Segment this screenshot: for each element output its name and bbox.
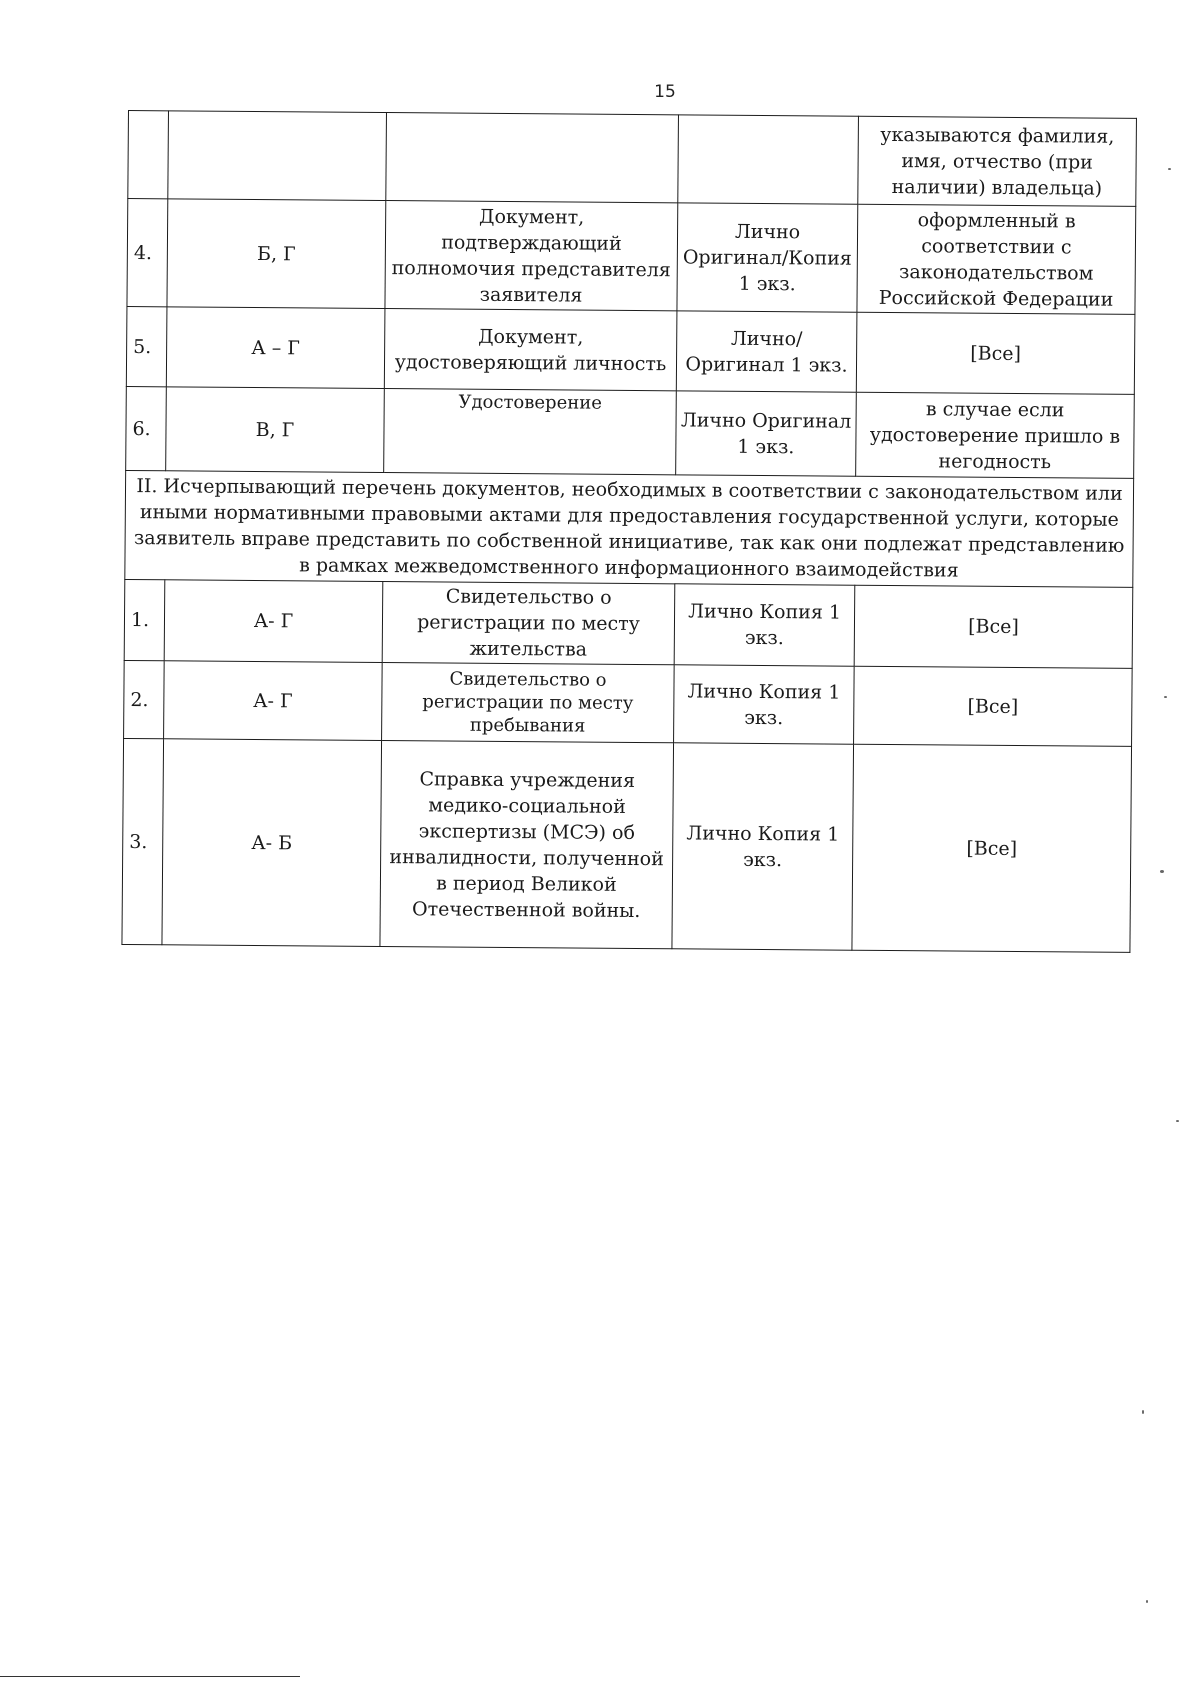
row-category bbox=[168, 111, 387, 201]
row-document: Документ, подтверждающий полномочия представителя заявителя bbox=[385, 201, 678, 311]
table-row bbox=[122, 738, 1132, 952]
documents-table bbox=[121, 110, 1137, 953]
table-row bbox=[127, 199, 1136, 315]
row-document: Справка учреждения медико-социальной экспертизы (МСЭ) об инвалидности, полученной в период Великой Отечественной войны. bbox=[380, 741, 674, 949]
row-number: 2. bbox=[124, 660, 165, 738]
row-document: Документ, удостоверяющий личность bbox=[384, 309, 677, 391]
row-number bbox=[128, 111, 169, 199]
row-method: Лично Копия 1 экз. bbox=[674, 584, 855, 666]
scan-speck bbox=[1142, 1410, 1144, 1414]
row-document bbox=[386, 113, 679, 203]
row-method: Лично Оригинал/Копия 1 экз. bbox=[677, 203, 858, 312]
scan-speck bbox=[1176, 1120, 1179, 1122]
row-note: [Все] bbox=[854, 666, 1133, 746]
row-document: Свидетельство о регистрации по месту пребывания bbox=[382, 663, 675, 743]
row-method: Лично Оригинал 1 экз. bbox=[676, 391, 857, 476]
row-note: оформленный в соответствии с законодательством Российской Федерации bbox=[857, 204, 1136, 314]
scan-speck bbox=[1168, 168, 1171, 170]
row-category: А- Б bbox=[162, 739, 382, 947]
row-method: Лично Копия 1 экз. bbox=[672, 743, 854, 950]
row-note: [Все] bbox=[856, 312, 1135, 394]
page-number: 15 bbox=[654, 82, 676, 102]
row-number: 1. bbox=[124, 579, 165, 660]
row-note: указываются фамилия, имя, отчество (при наличии) владельца) bbox=[858, 116, 1137, 206]
row-number: 6. bbox=[126, 386, 167, 470]
scan-speck bbox=[1146, 1600, 1148, 1603]
section-row bbox=[125, 470, 1134, 587]
table-row bbox=[126, 306, 1135, 394]
footnote-rule bbox=[0, 1676, 300, 1677]
row-note: [Все] bbox=[852, 744, 1132, 952]
row-category: В, Г bbox=[166, 387, 385, 473]
row-method: Лично Копия 1 экз. bbox=[674, 665, 855, 744]
row-note: [Все] bbox=[854, 585, 1133, 668]
table-row bbox=[124, 660, 1133, 746]
row-method: Лично/ Оригинал 1 экз. bbox=[676, 311, 857, 392]
table-row bbox=[126, 386, 1135, 478]
row-document: Удостоверение bbox=[384, 389, 677, 475]
row-note: в случае если удостоверение пришло в негодность bbox=[856, 392, 1135, 478]
row-category: Б, Г bbox=[167, 199, 386, 309]
scan-speck bbox=[1160, 870, 1164, 873]
row-category: А – Г bbox=[166, 307, 385, 389]
section-heading: II. Исчерпывающий перечень документов, необходимых в соответствии с законодательством или иными нормативными правовыми актами для предоставления государственной услуги, которые заявитель вправе представить по собственной инициативе, так как они подлежат представлению в рамках межведомственного информационного взаимодействия bbox=[125, 470, 1134, 587]
table-row bbox=[128, 111, 1137, 207]
row-category: А- Г bbox=[164, 580, 383, 663]
row-number: 5. bbox=[126, 306, 167, 386]
row-number: 3. bbox=[122, 738, 164, 944]
row-document: Свидетельство о регистрации по месту жительства bbox=[382, 582, 675, 665]
row-method bbox=[678, 115, 859, 204]
table-row bbox=[124, 579, 1133, 668]
row-number: 4. bbox=[127, 199, 168, 307]
row-category: А- Г bbox=[164, 661, 383, 741]
scan-speck bbox=[1164, 696, 1167, 698]
